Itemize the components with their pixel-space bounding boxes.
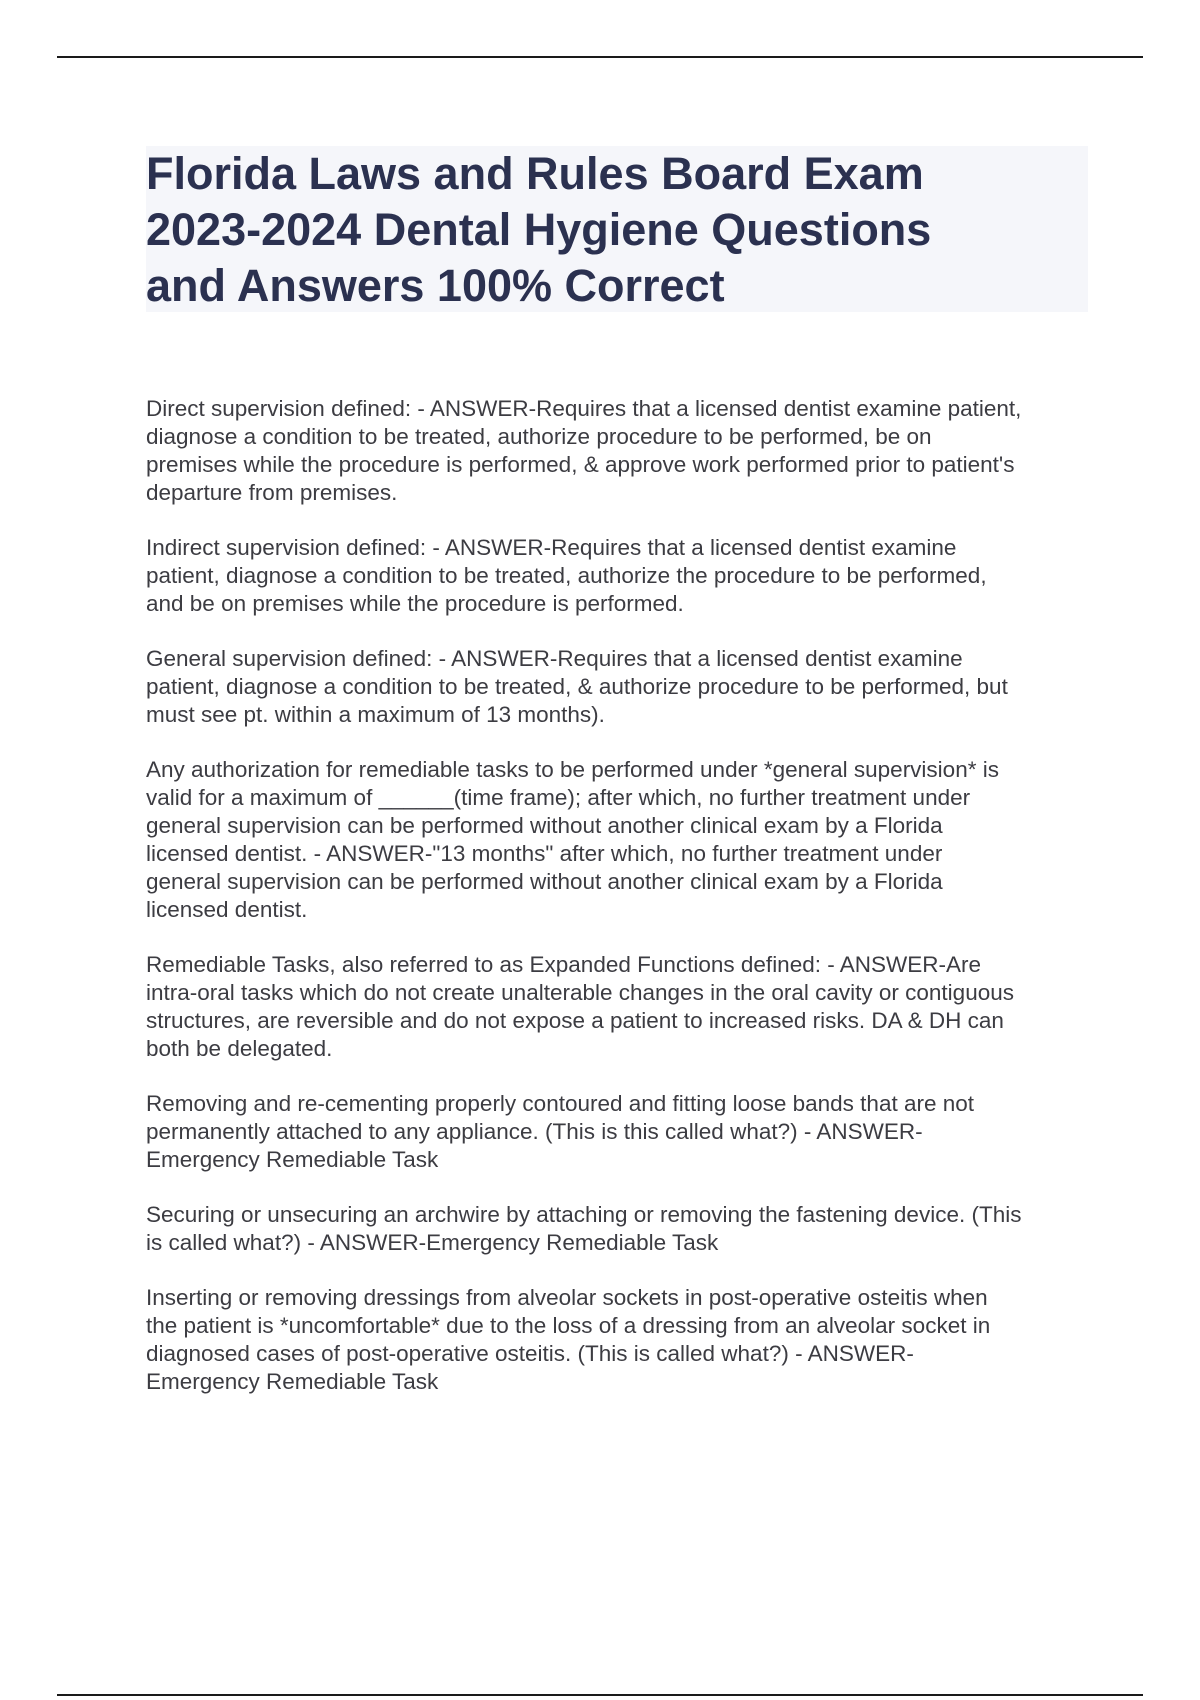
page-title: Florida Laws and Rules Board Exam 2023-2024 Dental Hygiene Questions and Answers 100% Correct bbox=[146, 148, 932, 311]
title-block bbox=[146, 146, 1088, 312]
qa-entry-remediable-tasks: Remediable Tasks, also referred to as Expanded Functions defined: - ANSWER-Are intra-oral tasks which do not create unalterable changes in the oral cavity or contiguous structures, are reversible and do not expose a patient to increased risks. DA & DH can both be delegated. bbox=[146, 952, 1014, 1061]
qa-entry-general-supervision: General supervision defined: - ANSWER-Requires that a licensed dentist examine patient, diagnose a condition to be treated, & authorize procedure to be performed, but must see pt. within a maximum of 13 months). bbox=[146, 646, 1008, 727]
qa-entry-authorization-time-frame: Any authorization for remediable tasks to be performed under *general supervision* is valid for a maximum of ______(time frame); after which, no further treatment under general supervision can be performed without another clinical exam by a Florida licensed dentist. - ANSWER-"13 months" after which, no further treatment under general supervision can be performed without another clinical exam by a Florida licensed dentist. bbox=[146, 757, 999, 922]
qa-list bbox=[146, 395, 1096, 1423]
qa-entry-loose-bands: Removing and re-cementing properly contoured and fitting loose bands that are not permanently attached to any appliance. (This is this called what?) - ANSWER- Emergency Remediable Task bbox=[146, 1091, 975, 1172]
qa-entry-direct-supervision: Direct supervision defined: - ANSWER-Requires that a licensed dentist examine patient, diagnose a condition to be treated, authorize procedure to be performed, be on premises while the procedure is performed, & approve work performed prior to patient's departure from premises. bbox=[146, 396, 1022, 505]
qa-entry-dressings: Inserting or removing dressings from alveolar sockets in post-operative osteitis when the patient is *uncomfortable* due to the loss of a dressing from an alveolar socket in diagnosed cases of post-operative osteitis. (This is called what?) - ANSWER- Emergency Remediable Task bbox=[146, 1285, 991, 1394]
qa-entry-archwire: Securing or unsecuring an archwire by attaching or removing the fastening device. (This is called what?) - ANSWER-Emergency Remediable Task bbox=[146, 1202, 1022, 1255]
qa-entry-indirect-supervision: Indirect supervision defined: - ANSWER-Requires that a licensed dentist examine patient, diagnose a condition to be treated, authorize the procedure to be performed, and be on premises while the procedure is performed. bbox=[146, 535, 987, 616]
bottom-rule bbox=[57, 1694, 1143, 1696]
top-rule bbox=[57, 56, 1143, 58]
